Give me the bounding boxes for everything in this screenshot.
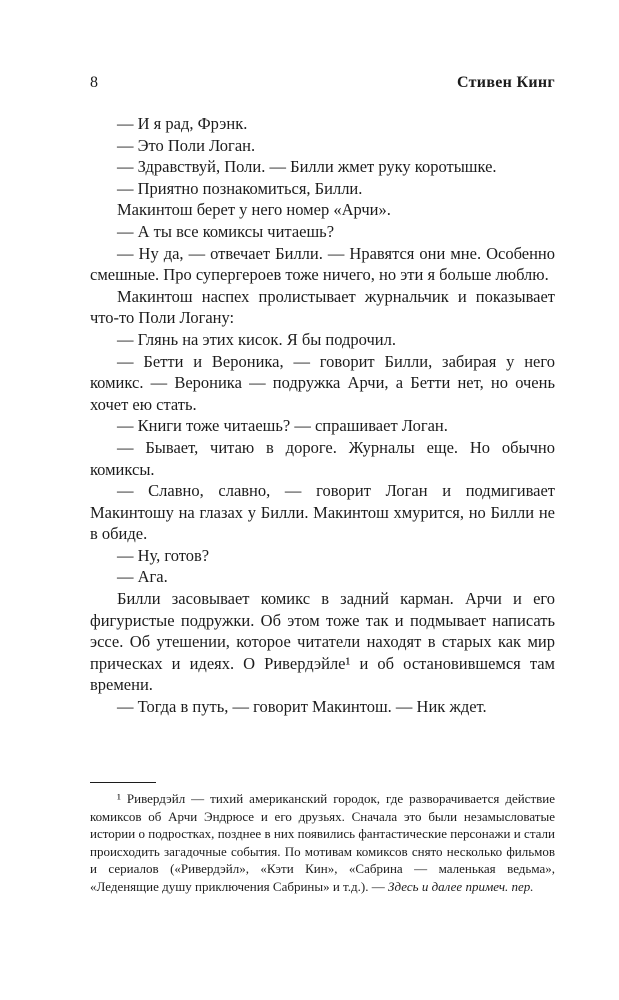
paragraph: — Это Поли Логан.: [117, 135, 256, 155]
paragraph: — Глянь на этих кисок. Я бы подрочил.: [117, 329, 396, 349]
paragraph: — Славно, славно, — говорит Логан и подмигивает Макинтошу на глазах у Билли. Макинтош хмурится, но Билли не в обиде.: [90, 481, 555, 544]
paragraph: — Приятно познакомиться, Билли.: [117, 178, 363, 198]
paragraph: Билли засовывает комикс в задний карман. Арчи и его фигуристые подружки. Об этом тоже так и подмывает написать эссе. Об утешении, которое читатели находят в старых как мир прическах и идеях. О Ривердэйле¹ и об остановившемся там времени.: [90, 589, 555, 695]
paragraph: — Ага.: [117, 567, 168, 587]
author-name: Стивен Кинг: [457, 74, 555, 91]
paragraph: — Тогда в путь, — говорит Макинтош. — Ник ждет.: [117, 697, 487, 717]
paragraph: — Бывает, читаю в дороге. Журналы еще. Но обычно комиксы.: [90, 437, 555, 479]
paragraph: — Бетти и Вероника, — говорит Билли, забирая у него комикс. — Вероника — подружка Арчи, а Бетти нет, но очень хочет ею стать.: [90, 351, 555, 414]
paragraph: — Ну, готов?: [117, 545, 210, 565]
body-text: [90, 113, 555, 718]
paragraph: — Книги тоже читаешь? — спрашивает Логан.: [117, 416, 448, 436]
footnote-text: Ривердэйл — тихий американский городок, где разворачивается действие комиксов об Арчи Эндрюсе и его друзьях. Сначала это были незамысловатые истории о подростках, позднее в них появились фантастические персонажи и стали происходить загадочные события. По мотивам комиксов снято несколько фильмов и сериалов («Ривердэйл», «Кэти Кин», «Сабрина — маленькая ведьма», «Леденящие душу приключения Сабрины» и т.д.). —: [90, 791, 555, 894]
page-number: 8: [90, 74, 98, 91]
footnote-attribution: Здесь и далее примеч. пер.: [387, 878, 534, 894]
paragraph: — А ты все комиксы читаешь?: [117, 221, 335, 241]
paragraph: — Ну да, — отвечает Билли. — Нравятся они мне. Особенно смешные. Про супергероев тоже ничего, но эти я больше люблю.: [90, 243, 555, 285]
running-head: [90, 74, 555, 92]
footnote-block: [90, 782, 555, 896]
paragraph: — Здравствуй, Поли. — Билли жмет руку коротышке.: [117, 157, 497, 177]
paragraph: — И я рад, Фрэнк.: [117, 114, 248, 133]
paragraph: Макинтош берет у него номер «Арчи».: [117, 200, 391, 220]
footnote: [90, 790, 555, 896]
paragraph: Макинтош наспех пролистывает журнальчик и показывает что-то Поли Логану:: [90, 286, 555, 328]
footnote-marker: ¹: [117, 791, 121, 806]
footnote-separator: [90, 782, 156, 783]
